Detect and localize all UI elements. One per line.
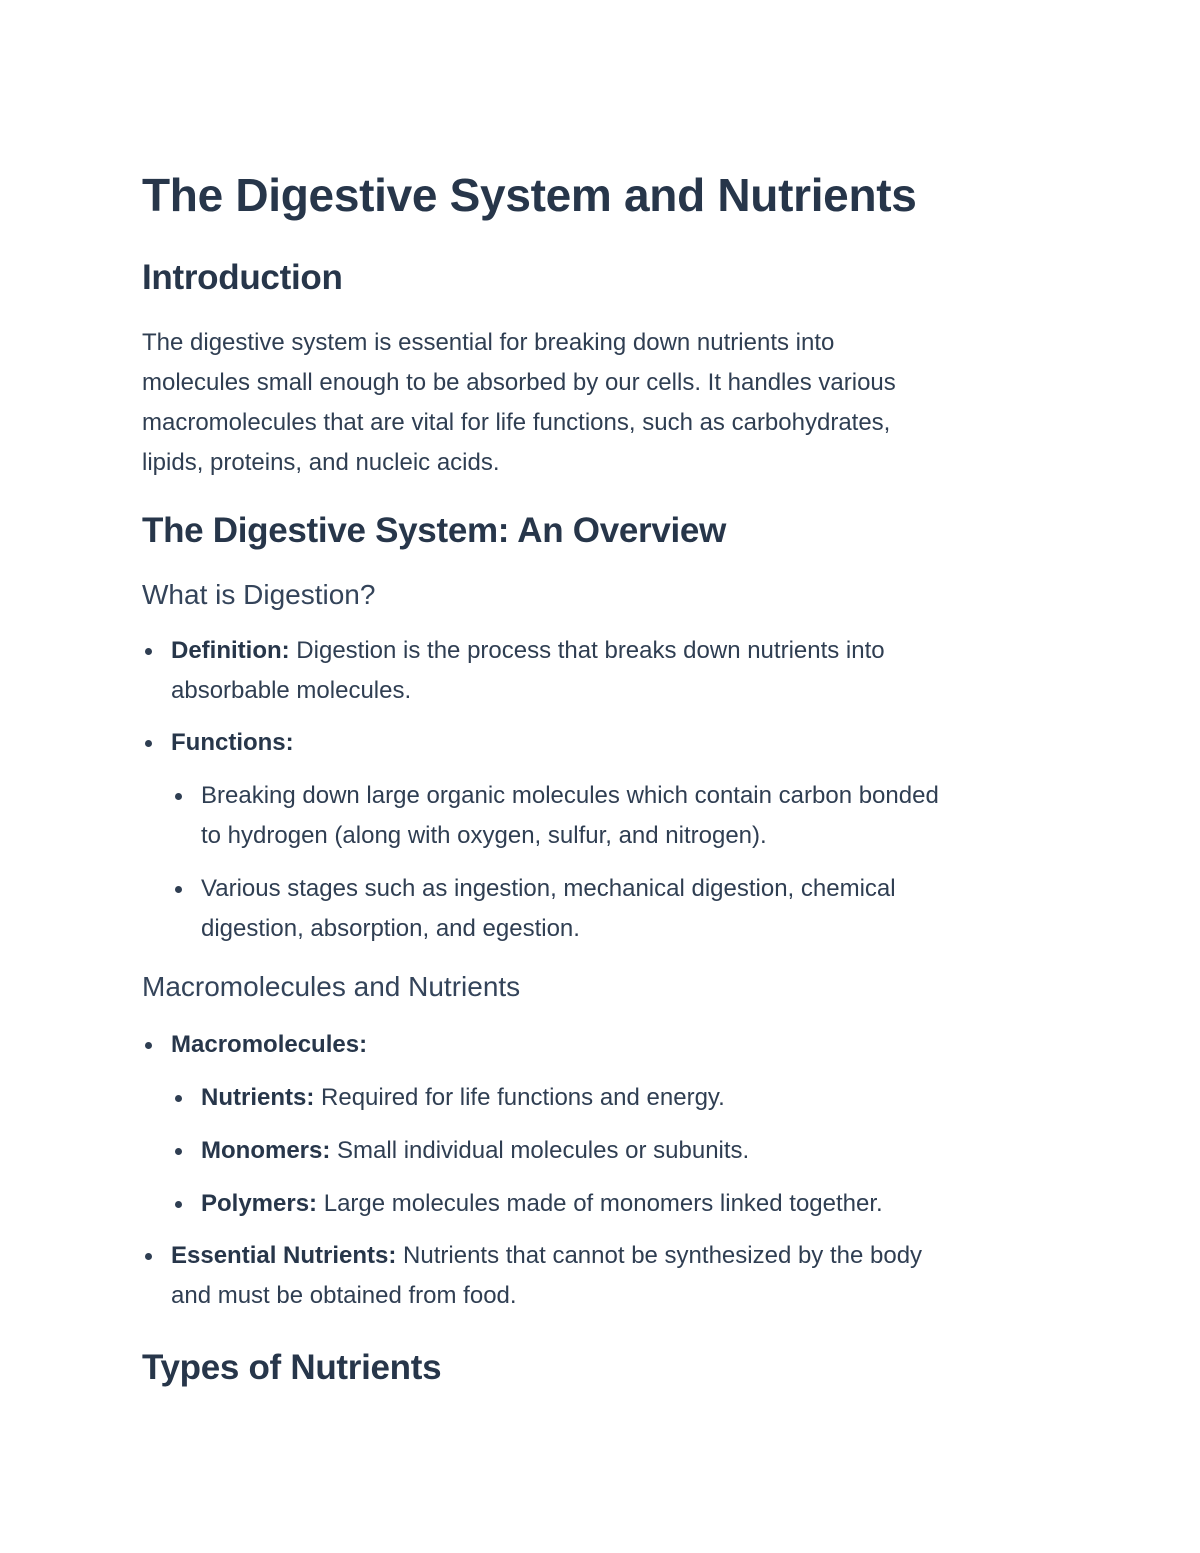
nutrients-label: Nutrients: bbox=[201, 1084, 315, 1111]
introduction-paragraph bbox=[142, 323, 1062, 483]
polymers-label: Polymers: bbox=[201, 1190, 318, 1217]
what-is-digestion-heading: What is Digestion? bbox=[142, 579, 376, 610]
bullet-row bbox=[171, 723, 1062, 763]
intro-line: macromolecules that are vital for life functions, such as carbohydrates, bbox=[142, 409, 891, 436]
function-text: Various stages such as ingestion, mechanical digestion, chemical bbox=[201, 875, 896, 902]
bullet-row bbox=[171, 1025, 1062, 1065]
overview-heading: The Digestive System: An Overview bbox=[142, 511, 727, 550]
bullet-row bbox=[171, 1236, 1062, 1316]
essential-nutrients-text-cont: and must be obtained from food. bbox=[171, 1282, 517, 1309]
macromolecules-heading: Macromolecules and Nutrients bbox=[142, 971, 521, 1002]
macromolecules-label: Macromolecules: bbox=[171, 1031, 368, 1058]
bullet-row bbox=[201, 1131, 1062, 1171]
bullet-row bbox=[171, 631, 1062, 711]
types-of-nutrients-heading: Types of Nutrients bbox=[142, 1348, 442, 1387]
definition-label: Definition: bbox=[171, 637, 290, 664]
function-text-cont: digestion, absorption, and egestion. bbox=[201, 915, 580, 942]
list-item-macromolecules bbox=[171, 1025, 1062, 1224]
essential-nutrients-label: Essential Nutrients: bbox=[171, 1242, 397, 1269]
sublist-item bbox=[201, 776, 1062, 856]
list-item-functions bbox=[171, 723, 1062, 949]
function-text: Breaking down large organic molecules which contain carbon bonded bbox=[201, 782, 939, 809]
functions-label: Functions: bbox=[171, 729, 294, 756]
document-page bbox=[142, 166, 1062, 1390]
monomers-text: Small individual molecules or subunits. bbox=[330, 1137, 750, 1164]
sublist-item bbox=[201, 1078, 1062, 1118]
list-item-essential-nutrients bbox=[171, 1236, 1062, 1316]
intro-line: molecules small enough to be absorbed by our cells. It handles various bbox=[142, 369, 896, 396]
intro-line: The digestive system is essential for breaking down nutrients into bbox=[142, 329, 835, 356]
sublist-item bbox=[201, 1131, 1062, 1171]
essential-nutrients-text: Nutrients that cannot be synthesized by the body bbox=[396, 1242, 923, 1269]
function-text-cont: to hydrogen (along with oxygen, sulfur, and nitrogen). bbox=[201, 822, 767, 849]
sublist-item bbox=[201, 869, 1062, 949]
macromolecules-list bbox=[171, 1025, 1062, 1316]
bullet-row bbox=[201, 1184, 1062, 1224]
sublist-item bbox=[201, 1184, 1062, 1224]
bullet-row bbox=[201, 1078, 1062, 1118]
introduction-heading: Introduction bbox=[142, 258, 343, 297]
polymers-text: Large molecules made of monomers linked together. bbox=[317, 1190, 883, 1217]
macromolecules-sublist bbox=[201, 1078, 1062, 1224]
monomers-label: Monomers: bbox=[201, 1137, 331, 1164]
bullet-row bbox=[201, 869, 1062, 949]
list-item-definition bbox=[171, 631, 1062, 711]
digestion-list bbox=[171, 631, 1062, 949]
definition-text: Digestion is the process that breaks down nutrients into bbox=[289, 637, 885, 664]
functions-sublist bbox=[201, 776, 1062, 949]
intro-line: lipids, proteins, and nucleic acids. bbox=[142, 449, 500, 476]
definition-text-cont: absorbable molecules. bbox=[171, 677, 412, 704]
nutrients-text: Required for life functions and energy. bbox=[314, 1084, 725, 1111]
page-title: The Digestive System and Nutrients bbox=[142, 169, 917, 221]
bullet-row bbox=[201, 776, 1062, 856]
